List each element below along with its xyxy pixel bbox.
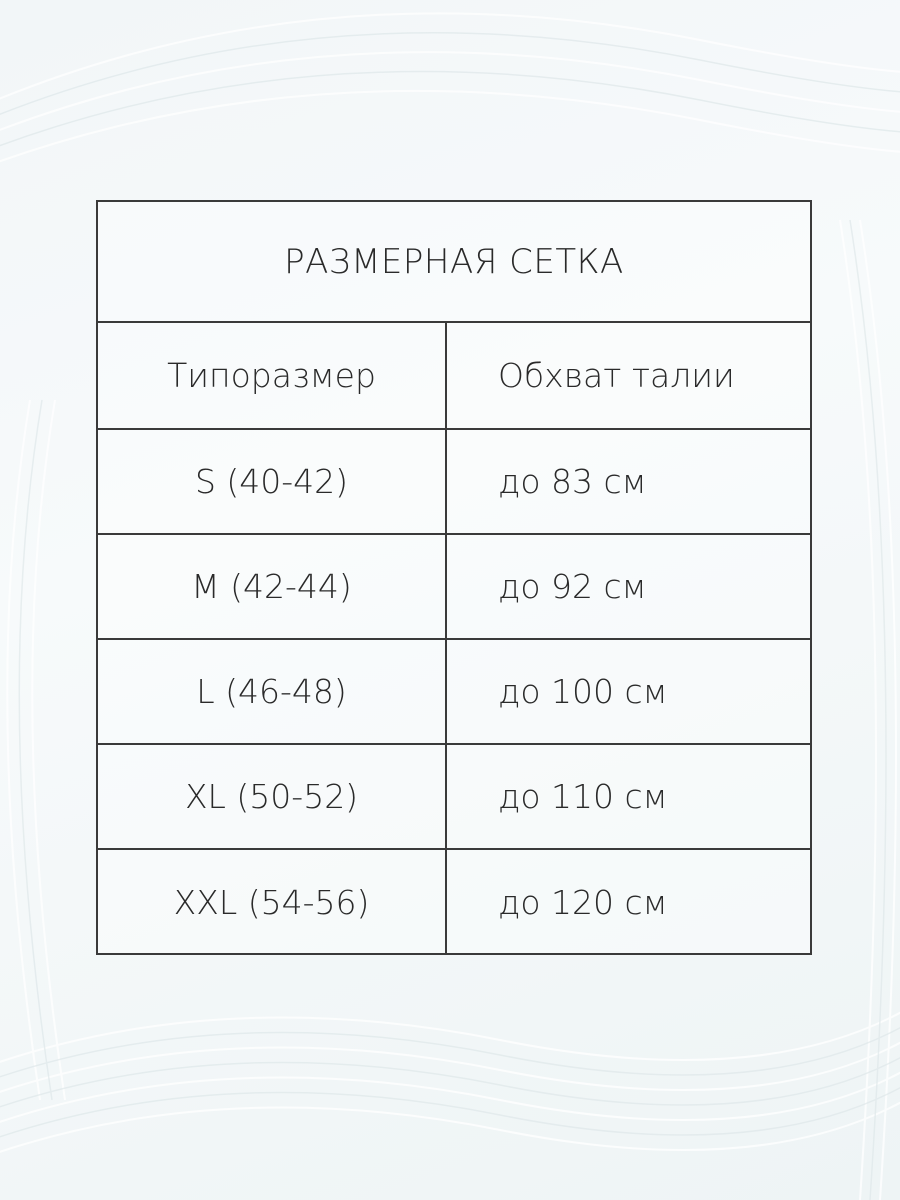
waist-cell: до 83 см xyxy=(498,462,647,501)
table-title: РАЗМЕРНАЯ СЕТКА xyxy=(98,202,810,323)
waist-cell: до 120 см xyxy=(498,883,668,922)
header-waist: Обхват талии xyxy=(498,356,735,395)
table-row xyxy=(98,535,810,640)
table-header-row xyxy=(98,323,810,430)
waist-cell: до 100 см xyxy=(498,672,668,711)
table-row xyxy=(98,640,810,745)
waist-cell: до 110 см xyxy=(498,777,668,816)
size-cell: L (46-48) xyxy=(98,640,447,743)
table-row xyxy=(98,745,810,850)
size-cell: XXL (54-56) xyxy=(98,850,447,955)
size-cell: M (42-44) xyxy=(98,535,447,638)
size-chart-table xyxy=(96,200,812,955)
header-size: Типоразмер xyxy=(98,323,447,428)
size-cell: XL (50-52) xyxy=(98,745,447,848)
size-cell: S (40-42) xyxy=(98,430,447,533)
table-row xyxy=(98,430,810,535)
waist-cell: до 92 см xyxy=(498,567,647,606)
table-row xyxy=(98,850,810,955)
